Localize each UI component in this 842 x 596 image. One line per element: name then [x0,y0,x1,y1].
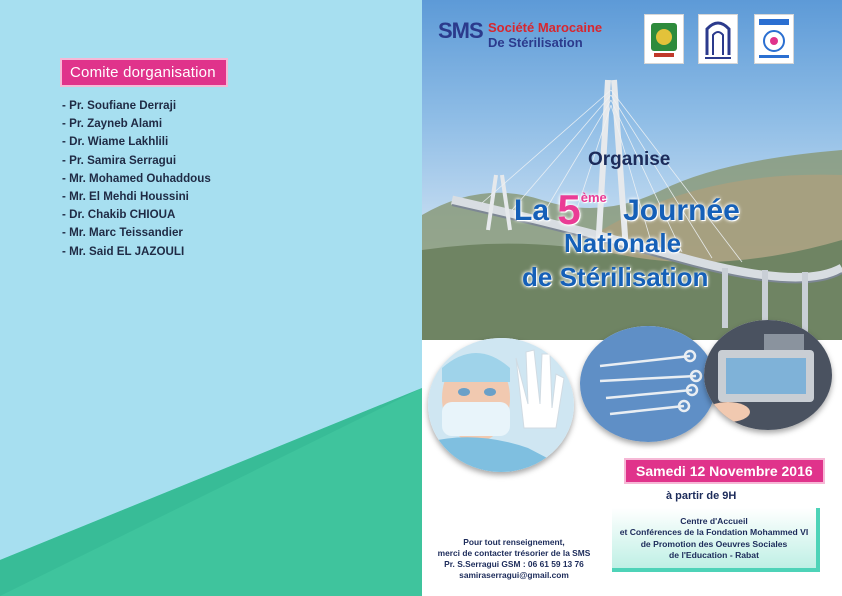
sms-logo [438,18,618,54]
event-edition-number: 5 [557,186,581,233]
committee-member: - Mr. Mohamed Ouhaddous [62,171,211,185]
event-edition-ordinal: ème [580,190,607,205]
event-title-line3: de Stérilisation [522,262,709,292]
organisation-name-line1: Société Marocaine [488,20,603,35]
committee-member: - Pr. Soufiane Derraji [62,99,177,112]
committee-member: - Mr. El Mehdi Houssini [62,189,189,203]
contact-line: Pour tout renseignement, [463,537,565,547]
right-panel [422,0,842,596]
event-title-line1 [514,186,740,234]
event-date-badge: Samedi 12 Novembre 2016 [626,460,823,482]
photo-surgical-instruments [580,326,716,442]
event-venue [612,516,816,562]
photo-sterilization-tray [704,320,832,430]
committee-member: - Dr. Wiame Lakhlili [62,135,169,149]
contact-email-link[interactable]: samiraserragui@gmail.com [459,570,569,580]
event-title-word1: Journée [623,194,740,227]
partner-faculty-logo [754,14,794,64]
contact-phone: Pr. S.Serragui GSM : 06 61 59 13 76 [444,559,584,569]
committee-member: - Mr. Said EL JAZOULI [62,244,185,258]
venue-line: et Conférences de la Fondation Mohammed VI [619,527,809,538]
committee-member: - Dr. Chakib CHIOUA [62,208,176,222]
partner-crest-logo [644,14,684,64]
organise-label: Organise [588,149,671,170]
venue-line: de Promotion des Oeuvres Sociales [640,538,788,549]
event-time: à partir de 9H [666,490,737,502]
photo-surgeon-gloves [428,338,574,472]
committee-members-list [62,97,211,261]
contact-line: merci de contacter trésorier de la SMS [437,548,591,558]
venue-line: Centre d'Accueil [680,516,748,526]
sms-logo-mark: SMS [438,18,483,43]
committee-member: - Pr. Samira Serragui [62,153,177,167]
partner-university-logo [698,14,738,64]
event-title-line2: Nationale [564,228,682,258]
organisation-name-line2: De Stérilisation [488,35,583,50]
contact-info [424,537,604,581]
committee-member: - Pr. Zayneb Alami [62,117,163,131]
venue-line: de l'Education - Rabat [669,550,759,561]
committee-title: Comite dorganisation [62,60,226,85]
event-title-prefix: La [514,194,550,227]
committee-member: - Mr. Marc Teissandier [62,226,183,240]
